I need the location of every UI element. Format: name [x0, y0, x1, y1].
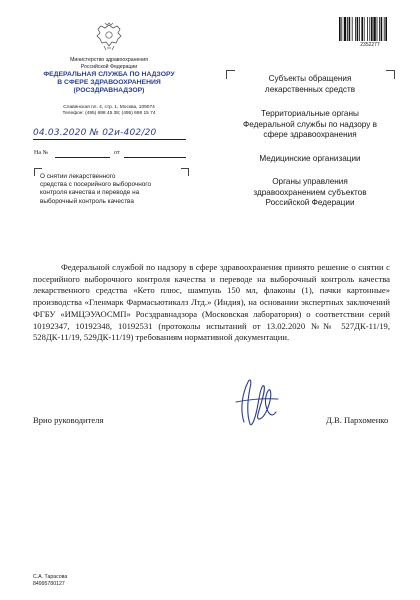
barcode-bar [357, 17, 359, 41]
service-title-line-3: (РОСЗДРАВНАДЗОР) [73, 87, 145, 94]
recipient-2-line-1: Территориальные органы [261, 109, 359, 118]
recipient-1-line-2: лекарственных средств [264, 84, 356, 94]
emblem-icon [92, 20, 126, 54]
subject-line-3: контроля качества и переводе на [40, 189, 140, 197]
recipient-4-line-3: Российской Федерации [265, 198, 355, 207]
barcode-bar [344, 17, 346, 41]
ref-date-line [124, 157, 186, 158]
body-paragraph: Федеральной службой по надзору в сфере здравоохранения принято решение о снятии с посерийного выборочного контроля качества и переводе на выборочный контроль качества лекарственного средства «Кето плюс, шампунь 150 мл, флаконы (1), пачки картонные» производства «Гленмарк Фармасьютикалз Лтд.» (Индия), на основании экспертных заключений ФГБУ «ИМЦЭУАОСМП» Росздравнадзора (Московская лаборатория) о соответствии серий 10192347, 10192348, 10192531 (протоколы испытаний от 13.02.2020 №№ 527ДК-11/19, 528ДК-11/19, 529ДК-11/19) требованиям нормативной документации. [33, 262, 390, 343]
subject-line-2: средства с посерийного выборочного [40, 181, 152, 189]
recipient-group-2 [230, 109, 390, 141]
ministry-line-1: Министерство здравоохранения [70, 57, 148, 63]
executor-phone: 84995780127 [33, 581, 65, 587]
barcode-bar [355, 17, 356, 41]
subject-line-4: выборочный контроль качества [40, 197, 134, 205]
executor-name: С.А. Тарасова [33, 574, 68, 580]
ministry-name [40, 57, 178, 70]
subject-line-1: О снятии лекарственного [40, 173, 116, 180]
recipient-3-line-1: Медицинские организации [259, 154, 361, 163]
letter-subject [40, 173, 185, 206]
address-line-1: Славянская пл. 4, стр. 1, Москва, 109074 [63, 105, 155, 110]
barcode-bar [359, 17, 360, 41]
recipient-1-line-1: Субъекты обращения [268, 74, 352, 83]
barcode-bar [373, 17, 375, 41]
registration-line [33, 139, 186, 140]
service-title [30, 71, 188, 95]
address-line-2: Телефон: (495) 698 45 38; (495) 698 15 74 [62, 111, 156, 116]
barcode-bar [371, 17, 373, 41]
barcode-bar [364, 17, 365, 41]
barcode-bar [381, 17, 383, 41]
signatory-name: Д.В. Пархоменко [326, 415, 389, 425]
barcode-number: 2352277 [360, 42, 380, 48]
handwritten-signature-icon [226, 372, 286, 432]
recipient-2-line-3: сфере здравоохранения [263, 130, 357, 139]
ref-number-label: На № [34, 150, 49, 156]
ref-date-label: от [114, 150, 120, 156]
barcode-bar [349, 17, 351, 41]
recipient-group-1 [230, 74, 390, 95]
ministry-line-2: Российской Федерации [80, 63, 138, 70]
recipient-4-line-2: здравоохранением субъектов [253, 187, 367, 197]
barcode-bar [379, 17, 380, 41]
service-title-line-1: ФЕДЕРАЛЬНАЯ СЛУЖБА ПО НАДЗОРУ [43, 71, 175, 78]
barcode-bar [367, 17, 368, 41]
barcode-bar [377, 17, 378, 41]
letter-body [33, 262, 390, 344]
barcode-bar [339, 17, 341, 41]
barcode-bar [347, 17, 348, 41]
recipient-group-4 [230, 177, 390, 209]
barcode-bar [361, 17, 363, 41]
handwritten-registration: 04.03.2020 № 02и-402/20 [33, 128, 157, 138]
barcode-icon [339, 17, 401, 41]
barcode-bar [385, 17, 387, 41]
ref-number-line [55, 157, 110, 158]
barcode-bar [352, 17, 353, 41]
barcode-bar [369, 17, 370, 41]
recipient-group-3 [230, 154, 390, 165]
recipient-4-line-1: Органы управления [272, 177, 348, 186]
service-title-line-2: В СФЕРЕ ЗДРАВООХРАНЕНИЯ [57, 79, 161, 86]
barcode-bar [341, 17, 342, 41]
service-address [35, 105, 183, 117]
barcode-bar [384, 17, 385, 41]
recipient-2-line-2: Федеральной службы по надзору в [243, 119, 377, 129]
signatory-role: Врио руководителя [33, 415, 104, 425]
